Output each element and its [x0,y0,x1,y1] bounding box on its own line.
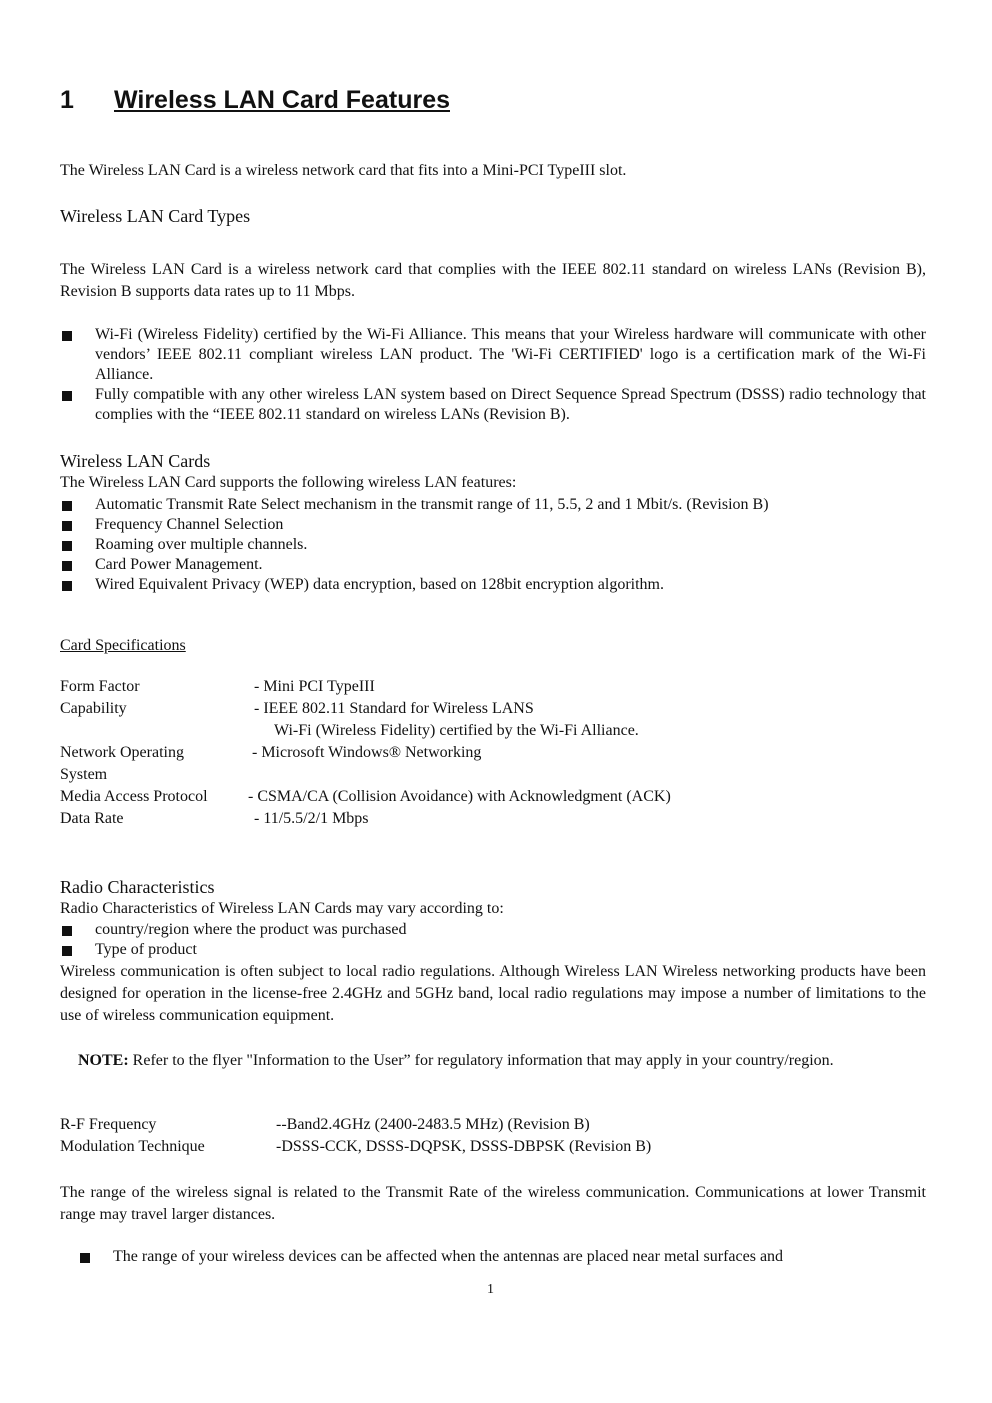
spec-value: - CSMA/CA (Collision Avoidance) with Acknowledgment (ACK) [248,788,671,805]
note-text: Refer to the flyer "Information to the User” for regulatory information that may apply in your country/region. [128,1052,834,1069]
bullet-icon [62,541,72,551]
section-title-types: Wireless LAN Card Types [60,206,251,226]
spec-label: Media Access Protocol [60,788,208,805]
spec-value-continued: Wi-Fi (Wireless Fidelity) certified by the Wi-Fi Alliance. [274,722,639,739]
range-bullet-text: The range of your wireless devices can be affected when the antennas are placed near metal surfaces and [113,1248,784,1265]
spec-value: - Microsoft Windows® Networking [252,744,482,761]
spec-label: Form Factor [60,678,140,695]
cards-bullet-text: Automatic Transmit Rate Select mechanism in the transmit range of 11, 5.5, 2 and 1 Mbit/s. (Revision B) [95,496,769,513]
bullet-icon [62,926,72,936]
bullet-icon [62,561,72,571]
cards-bullet-text: Roaming over multiple channels. [95,536,308,553]
spec-label: Capability [60,700,127,717]
intro-text: The Wireless LAN Card is a wireless network card that fits into a Mini-PCI TypeIII slot. [60,162,627,179]
radio-paragraph: Wireless communication is often subject to local radio regulations. Although Wireless LAN Wireless networking products have been designed for operation in the license-free 2.4GHz and 5GHz band, local radio regulations may impose a number of limitations to the use of wireless communication equipment. [60,963,926,1024]
radio-intro: Radio Characteristics of Wireless LAN Cards may vary according to: [60,900,504,917]
radio-bullet-text: country/region where the product was purchased [95,921,407,938]
freq-label: R-F Frequency [60,1116,157,1133]
section-title-cards: Wireless LAN Cards [60,451,211,471]
freq-value: -DSSS-CCK, DSSS-DQPSK, DSSS-DBPSK (Revision B) [276,1138,652,1155]
bullet-icon [80,1253,90,1263]
spec-label: Data Rate [60,810,124,827]
page-title: Wireless LAN Card Features [114,86,450,114]
radio-bullet-text: Type of product [95,941,197,958]
page-number: 1 [487,1282,494,1297]
bullet-icon [62,501,72,511]
spec-value: - Mini PCI TypeIII [254,678,375,695]
heading-number: 1 [60,86,74,114]
note-block [78,1050,926,1072]
types-bullet-text: Wi-Fi (Wireless Fidelity) certified by the Wi-Fi Alliance. This means that your Wireless hardware will communicate with other vendors’ IEEE 802.11 compliant wireless LAN product. The 'Wi-Fi CERTIFIED' logo is a certification mark of the Wi-Fi Alliance. [95,326,926,383]
spec-label-continued: System [60,766,108,783]
types-paragraph: The Wireless LAN Card is a wireless network card that complies with the IEEE 802.11 standard on wireless LANs (Revision B), Revision B supports data rates up to 11 Mbps. [60,261,926,300]
types-bullet-text: Fully compatible with any other wireless LAN system based on Direct Sequence Spread Spectrum (DSSS) radio technology that complies with the “IEEE 802.11 standard on wireless LANs (Revision B). [95,386,926,423]
spec-value: - IEEE 802.11 Standard for Wireless LANS [254,700,534,717]
note-label: NOTE: [78,1052,129,1069]
bullet-icon [62,946,72,956]
section-title-radio: Radio Characteristics [60,877,215,897]
bullet-icon [62,521,72,531]
spec-label: Network Operating [60,744,184,761]
freq-label: Modulation Technique [60,1138,205,1155]
range-paragraph: The range of the wireless signal is related to the Transmit Rate of the wireless communication. Communications at lower Transmit range may travel larger distances. [60,1184,926,1223]
bullet-icon [62,331,72,341]
spec-value: - 11/5.5/2/1 Mbps [254,810,369,827]
bullet-icon [62,581,72,591]
cards-bullet-text: Card Power Management. [95,556,263,573]
cards-intro: The Wireless LAN Card supports the following wireless LAN features: [60,474,517,491]
freq-value: --Band2.4GHz (2400-2483.5 MHz) (Revision B) [276,1116,590,1133]
bullet-icon [62,391,72,401]
section-title-specs: Card Specifications [60,637,186,654]
cards-bullet-text: Wired Equivalent Privacy (WEP) data encryption, based on 128bit encryption algorithm. [95,576,664,593]
cards-bullet-text: Frequency Channel Selection [95,516,284,533]
